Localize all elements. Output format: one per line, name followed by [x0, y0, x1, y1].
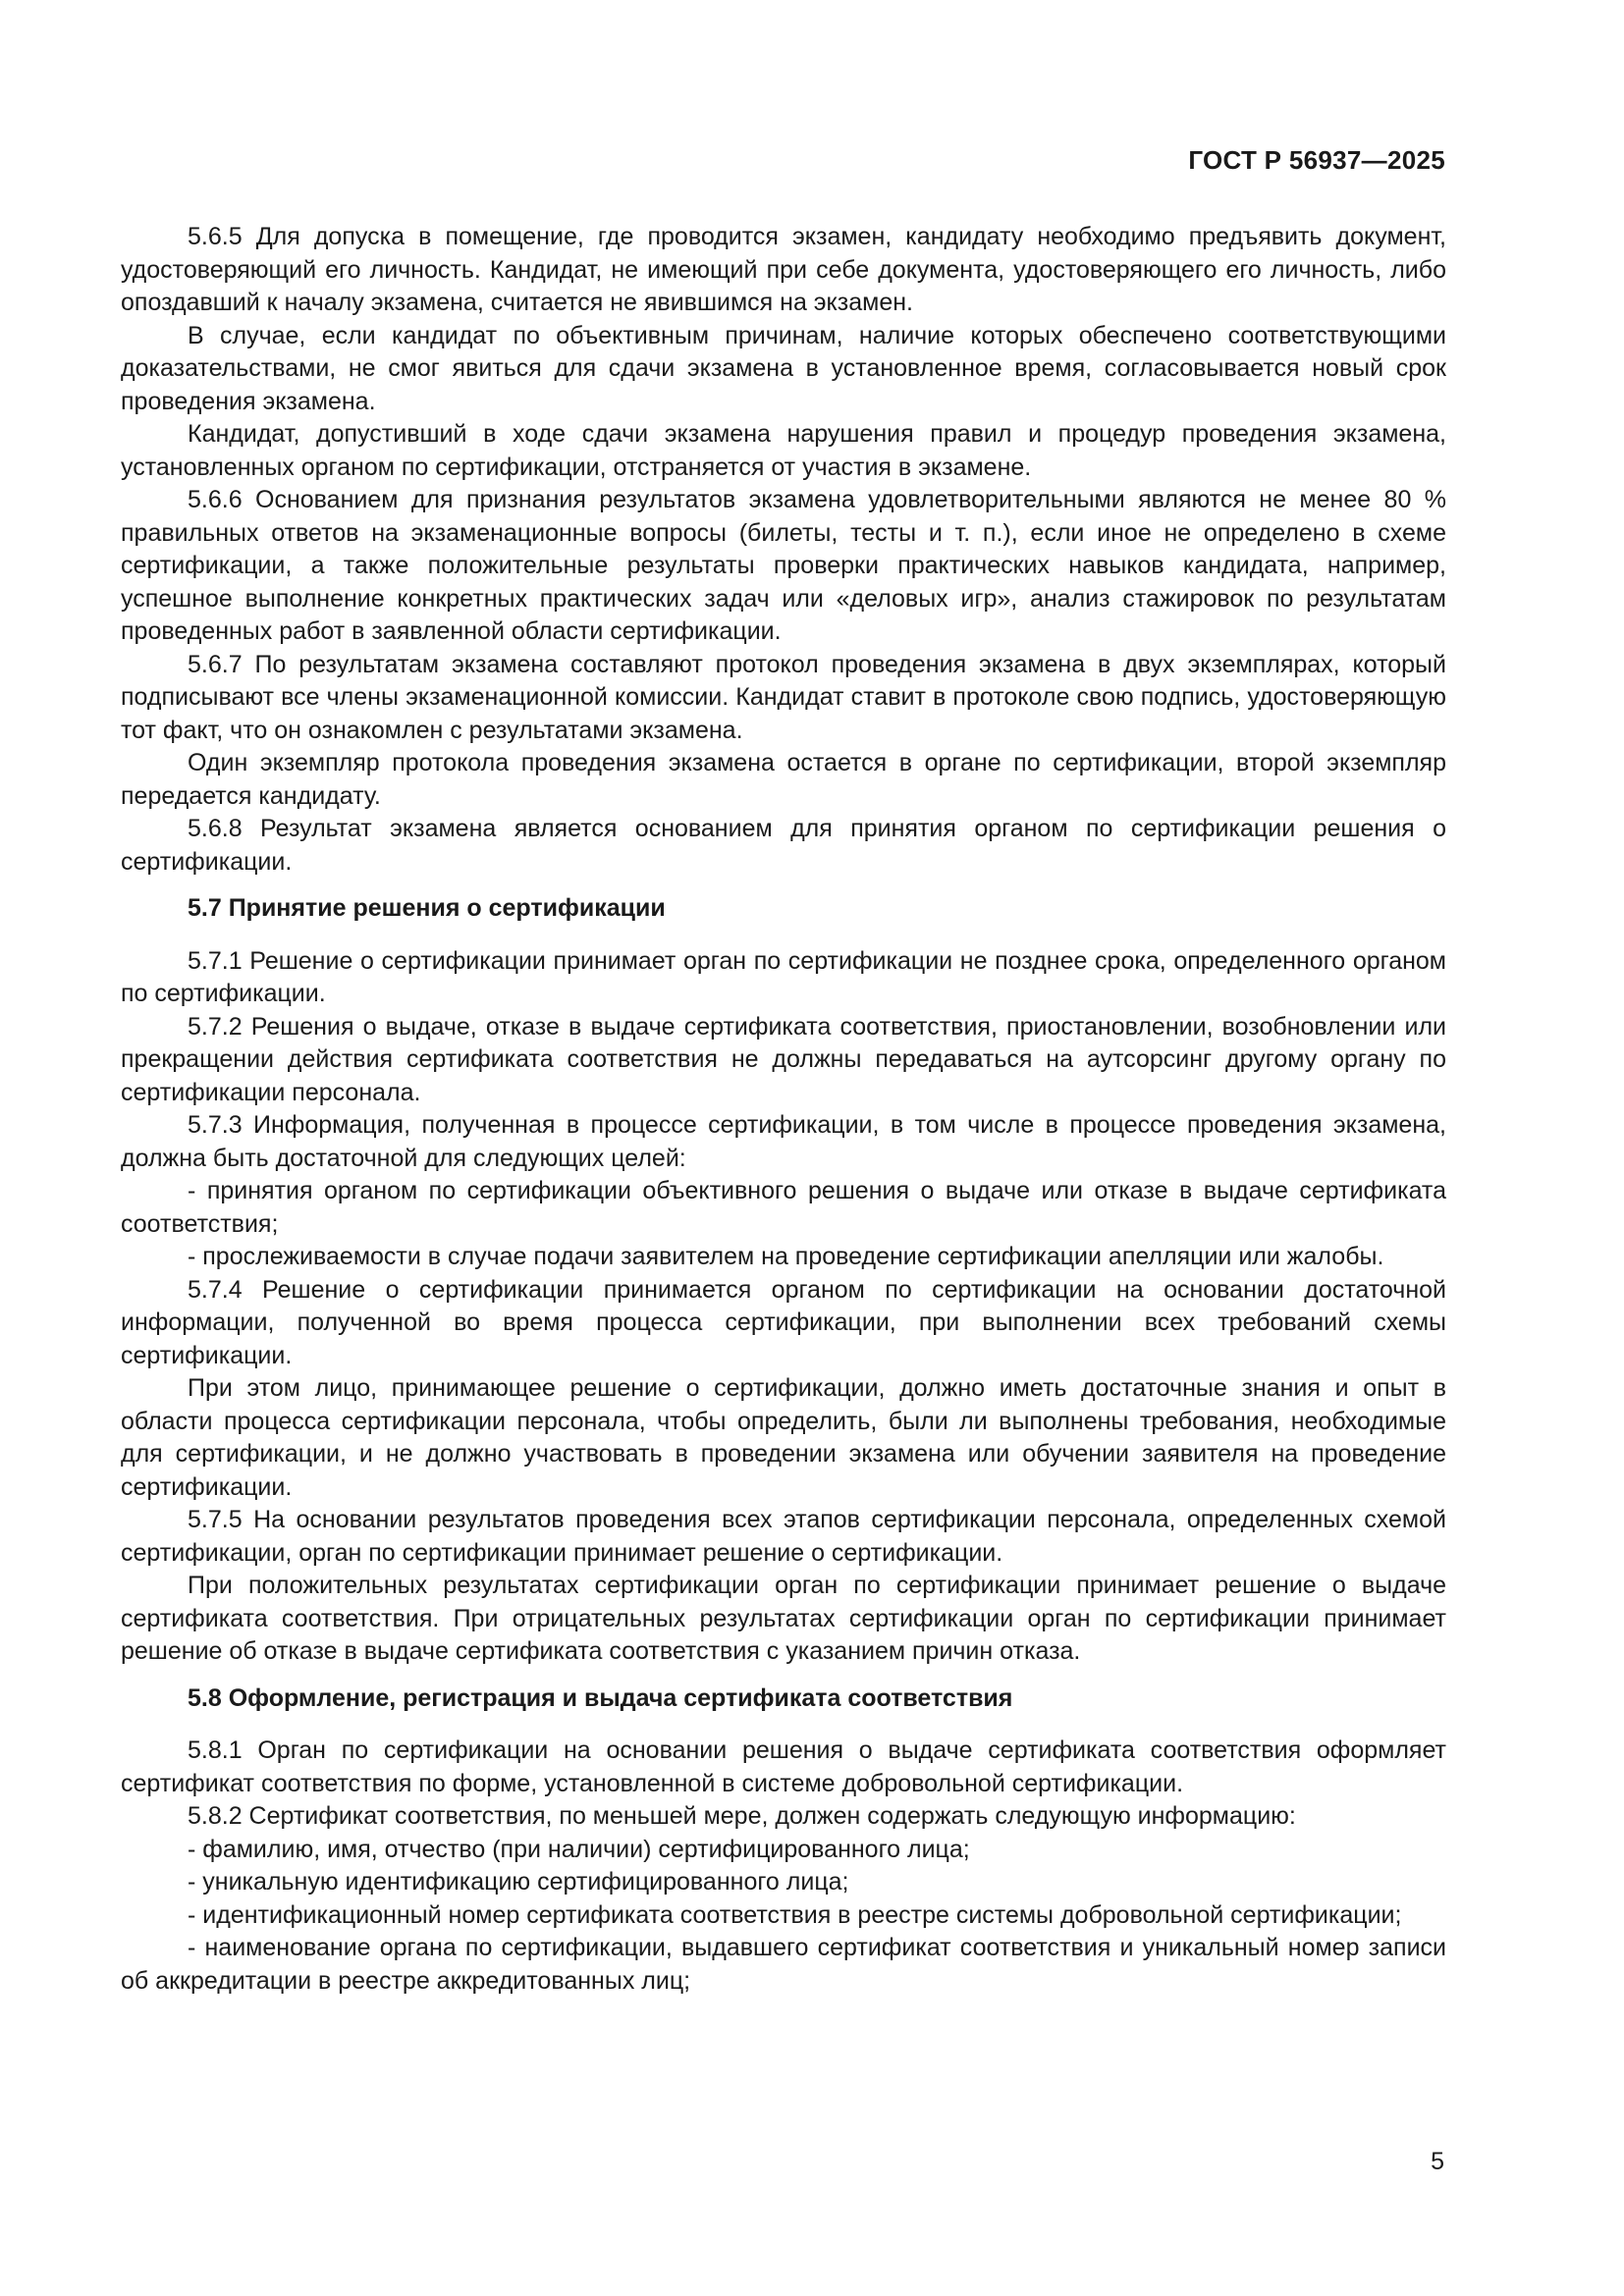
paragraph-5-6-5: 5.6.5 Для допуска в помещение, где проводится экзамен, кандидату необходимо предъявить документ, удостоверяющий его личность. Кандидат, не имеющий при себе документа, удостоверяющего его личность, либо опоздавший к началу экзамена, считается не явившимся на экзамен. — [121, 223, 1446, 316]
paragraph-5-7-3: 5.7.3 Информация, полученная в процессе сертификации, в том числе в процессе проведения экзамена, должна быть достаточной для следующих целей: — [121, 1111, 1446, 1172]
list-item-5-8-2-d: - наименование органа по сертификации, выдавшего сертификат соответствия и уникальный номер записи об аккредитации в реестре аккредитованных лиц; — [121, 1934, 1446, 1995]
paragraph-5-8-1: 5.8.1 Орган по сертификации на основании решения о выдаче сертификата соответствия оформляет сертификат соответствия по форме, установленной в системе добровольной сертификации. — [121, 1736, 1446, 1797]
paragraph-5-8-2: 5.8.2 Сертификат соответствия, по меньшей мере, должен содержать следующую информацию: — [188, 1802, 1296, 1830]
list-item-5-8-2-a: - фамилию, имя, отчество (при наличии) сертифицированного лица; — [188, 1835, 970, 1863]
list-item-5-8-2-c: - идентификационный номер сертификата соответствия в реестре системы добровольной сертификации; — [188, 1900, 1402, 1929]
document-header-id: ГОСТ Р 56937—2025 — [1188, 145, 1445, 175]
paragraph-5-7-1: 5.7.1 Решение о сертификации принимает орган по сертификации не позднее срока, определенного органом по сертификации. — [121, 946, 1446, 1007]
section-heading-5-8: 5.8 Оформление, регистрация и выдача сертификата соответствия — [188, 1683, 1013, 1712]
paragraph-5-6-7: 5.6.7 По результатам экзамена составляют протокол проведения экзамена в двух экземплярах, который подписывают все члены экзаменационной комиссии. Кандидат ставит в протоколе свою подпись, удостоверяющую тот факт, что он ознакомлен с результатами экзамена. — [121, 650, 1446, 744]
paragraph-5-6-5-c: Кандидат, допустивший в ходе сдачи экзамена нарушения правил и процедур проведения экзамена, установленных органом по сертификации, отстраняется от участия в экзамене. — [121, 420, 1446, 481]
list-item-5-8-2-b: - уникальную идентификацию сертифицированного лица; — [188, 1868, 849, 1896]
paragraph-5-6-8: 5.6.8 Результат экзамена является основанием для принятия органом по сертификации решения о сертификации. — [121, 815, 1446, 876]
paragraph-5-7-5: 5.7.5 На основании результатов проведения всех этапов сертификации персонала, определенных схемой сертификации, орган по сертификации принимает решение о сертификации. — [121, 1506, 1446, 1567]
paragraph-5-7-2: 5.7.2 Решения о выдаче, отказе в выдаче сертификата соответствия, приостановлении, возобновлении или прекращении действия сертификата соответствия не должны передаваться на аутсорсинг другому органу по сертификации персонала. — [121, 1012, 1446, 1106]
paragraph-5-7-4: 5.7.4 Решение о сертификации принимается органом по сертификации на основании достаточной информации, полученной во время процесса сертификации, при выполнении всех требований схемы сертификации. — [121, 1275, 1446, 1369]
paragraph-5-7-5-b: При положительных результатах сертификации орган по сертификации принимает решение о выдаче сертификата соответствия. При отрицательных результатах сертификации орган по сертификации принимает решение об отказе в выдаче сертификата соответствия с указанием причин отказа. — [121, 1572, 1446, 1665]
section-heading-5-7: 5.7 Принятие решения о сертификации — [188, 894, 666, 922]
document-body — [121, 221, 1446, 1998]
paragraph-5-6-5-b: В случае, если кандидат по объективным причинам, наличие которых обеспечено соответствующими доказательствами, не смог явиться для сдачи экзамена в установленное время, согласовывается новый срок проведения экзамена. — [121, 321, 1446, 415]
page-number: 5 — [1431, 2148, 1444, 2175]
list-item-5-7-3-a: - принятия органом по сертификации объективного решения о выдаче или отказе в выдаче сертификата соответствия; — [121, 1177, 1446, 1238]
paragraph-5-7-4-b: При этом лицо, принимающее решение о сертификации, должно иметь достаточные знания и опыт в области процесса сертификации персонала, чтобы определить, были ли выполнены требования, необходимые для сертификации, и не должно участвовать в проведении экзамена или обучении заявителя на проведение сертификации. — [121, 1374, 1446, 1501]
list-item-5-7-3-b: - прослеживаемости в случае подачи заявителем на проведение сертификации апелляции или жалобы. — [188, 1243, 1384, 1270]
paragraph-5-6-7-b: Один экземпляр протокола проведения экзамена остается в органе по сертификации, второй экземпляр передается кандидату. — [121, 749, 1446, 810]
paragraph-5-6-6: 5.6.6 Основанием для признания результатов экзамена удовлетворительными являются не менее 80 % правильных ответов на экзаменационные вопросы (билеты, тесты и т. п.), если иное не определено в схеме сертификации, а также положительные результаты проверки практических навыков кандидата, например, успешное выполнение конкретных практических задач или «деловых игр», анализ стажировок по результатам проведенных работ в заявленной области сертификации. — [121, 486, 1446, 645]
